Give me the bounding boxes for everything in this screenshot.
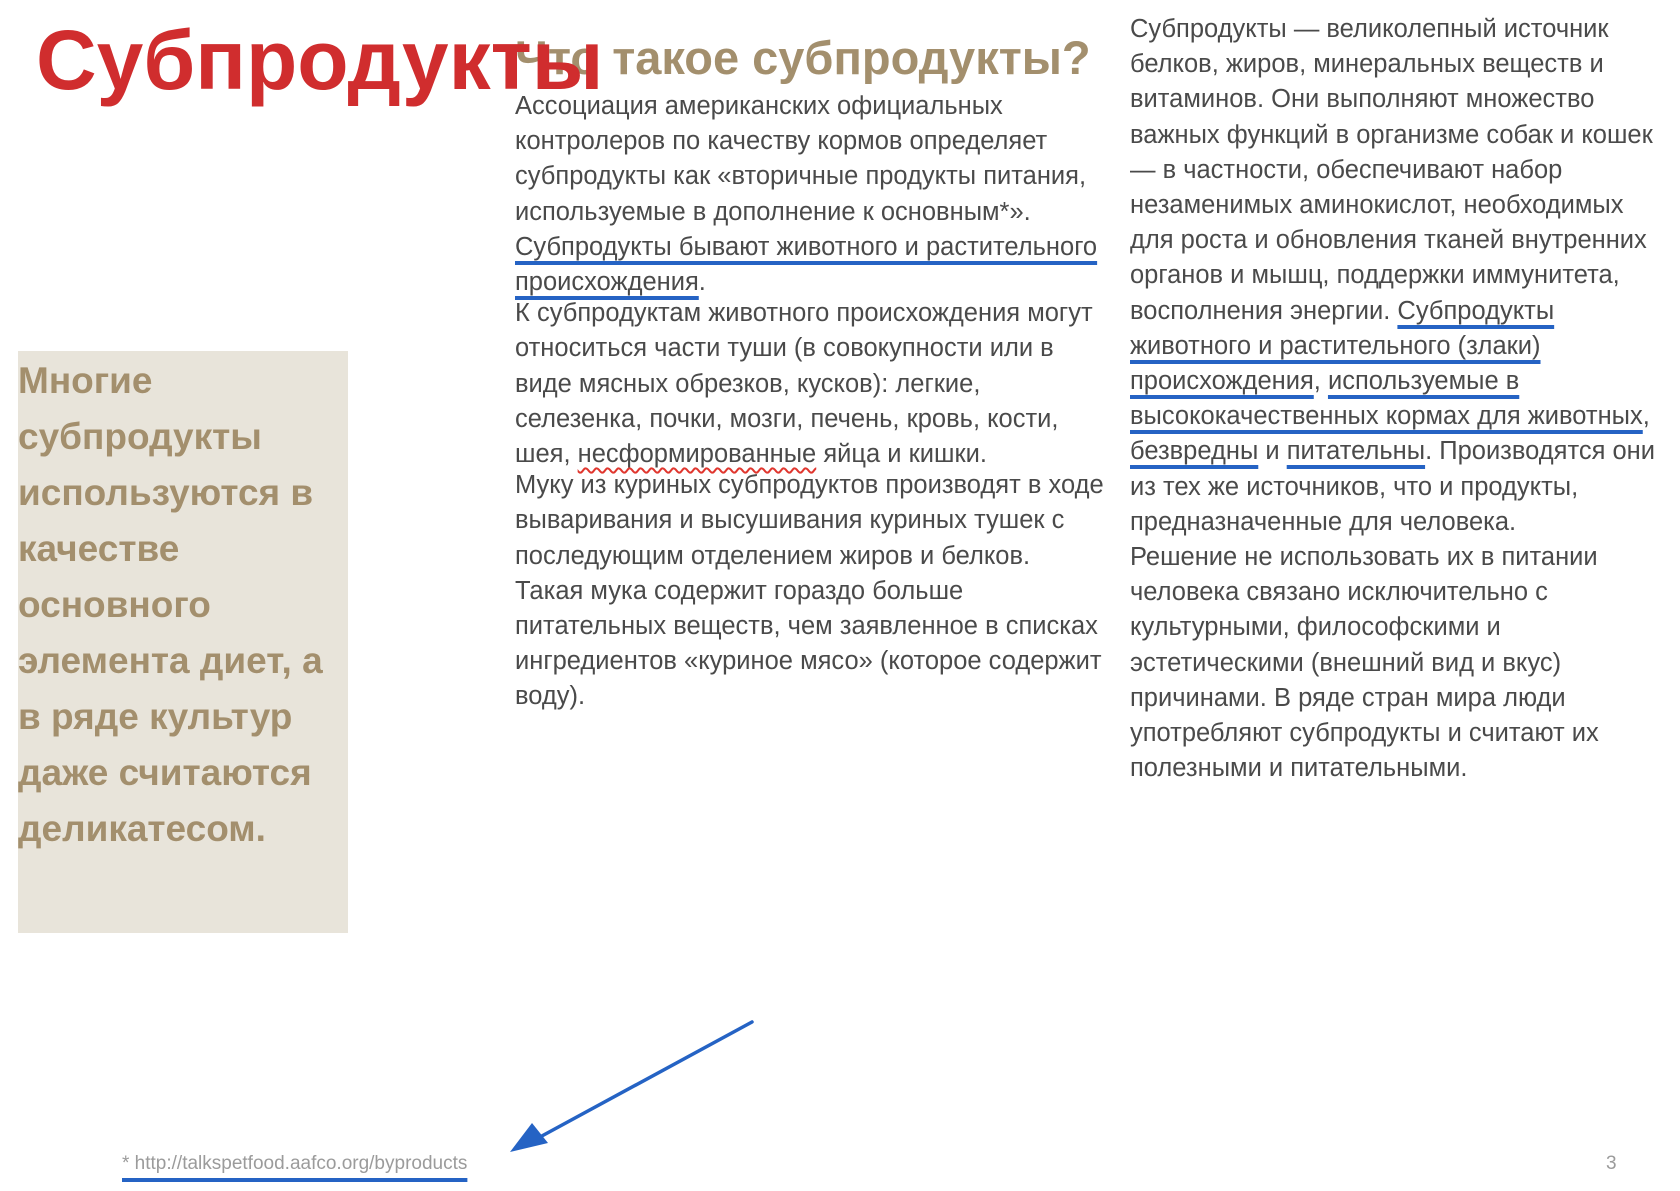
page-number: 3 xyxy=(1606,1153,1617,1174)
definition-end: . xyxy=(698,268,706,297)
callout-box xyxy=(18,351,348,933)
definition-text: Ассоциация американских официальных контролеров по качеству кормов определяет субпродукты как «вторичные продукты питания, используемые в дополнение к основным*». xyxy=(515,92,1087,226)
animal-byproducts-paragraph xyxy=(515,296,1105,472)
highlighted-nutritious: питательны xyxy=(1286,437,1426,466)
footnote-link[interactable]: * http://talkspetfood.aafco.org/byproducts xyxy=(122,1153,468,1174)
spellcheck-word: несформированные xyxy=(577,440,817,469)
benefits-paragraph xyxy=(1130,12,1670,540)
benefits-text: Субпродукты — великолепный источник белков, жиров, минеральных веществ и витаминов. Они выполняют множество важных функций в организме собак и кошек — в частности, обеспечивают набор незаменимых аминокислот, необходимых для роста и обновления тканей внутренних органов и мышц, поддержки иммунитета, восполнения энергии. xyxy=(1130,15,1653,325)
animal-byproducts-text: К субпродуктам животного происхождения могут относиться части туши (в совокупности или в виде мясных обрезков, кусков): легкие, селезенка, почки, мозги, печень, кровь, кости, шея, xyxy=(515,299,1093,469)
separator: и xyxy=(1258,437,1287,466)
highlighted-definition: Субпродукты бывают животного и растительного происхождения xyxy=(515,232,1098,297)
separator: , xyxy=(1642,402,1650,431)
arrow-shaft xyxy=(540,1022,752,1137)
callout-text: Многие субпродукты используются в качестве основного элемента диет, а в ряде культур даже считаются деликатесом. xyxy=(18,360,323,849)
animal-byproducts-end: яйца и кишки. xyxy=(816,440,987,469)
highlighted-origin: Субпродукты животного и растительного (злаки) происхождения xyxy=(1130,296,1555,396)
benefits-end: . Производятся они из тех же источников, что и продукты, предназначенные для человека. xyxy=(1130,437,1655,536)
section-heading: Что такое субпродукты? xyxy=(515,31,1091,84)
middle-column xyxy=(515,22,1105,715)
highlighted-quality: используемые в высококачественных кормах для животных xyxy=(1130,367,1643,431)
page-title: Субпродукты xyxy=(36,13,604,107)
definition-paragraph xyxy=(515,89,1105,300)
cultural-paragraph: Решение не использовать их в питании человека связано исключительно с культурными, философскими и эстетическими (внешний вид и вкус) причинами. В ряде стран мира люди употребляют субпродукты и считают их полезными и питательными. xyxy=(1130,543,1599,783)
chicken-meal-paragraph: Муку из куриных субпродуктов производят в ходе вываривания и высушивания куриных тушек с последующим отделением жиров и белков. Такая мука содержит гораздо больше питательных веществ, чем заявленное в списках ингредиентов «куриное мясо» (которое содержит воду). xyxy=(515,471,1104,711)
arrow-head-icon xyxy=(510,1123,548,1152)
highlighted-harmless: безвредны xyxy=(1130,437,1259,466)
right-column xyxy=(1130,12,1670,786)
separator: , xyxy=(1313,367,1328,396)
